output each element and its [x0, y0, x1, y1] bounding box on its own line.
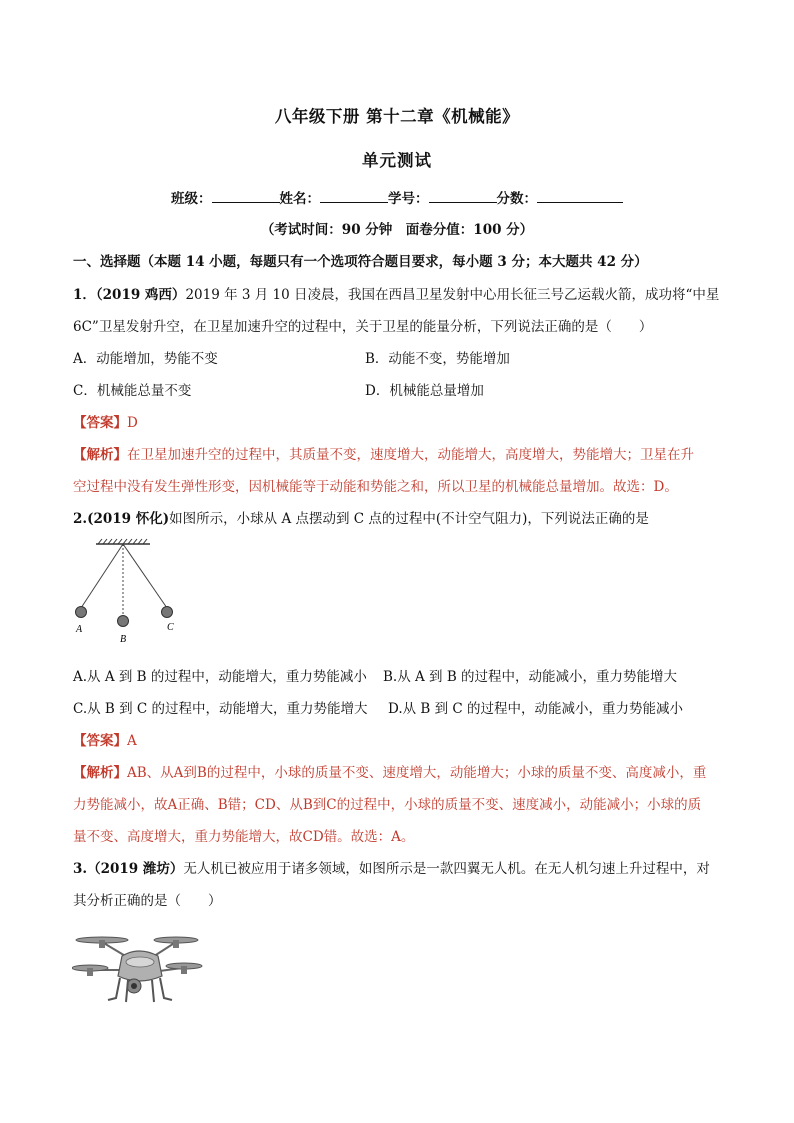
class-label: 班级：	[171, 191, 212, 207]
ball-b	[118, 616, 129, 627]
q2-analysis-label: 【解析】	[73, 765, 127, 781]
q2-analysis-line1	[73, 761, 706, 781]
number-blank[interactable]	[429, 189, 497, 203]
q2-stem: 如图所示，小球从 A 点摆动到 C 点的过程中(不计空气阻力)，下列说法正确的是	[169, 511, 649, 527]
q2-number: 2.	[73, 511, 88, 527]
q1-line1	[73, 283, 719, 303]
number-label: 学号：	[388, 191, 429, 207]
ceiling-hatch	[96, 539, 150, 544]
q1-stem-line2: 6C”卫星发射升空，在卫星加速升空的过程中，关于卫星的能量分析，下列说法正确的是（ ）	[73, 319, 653, 335]
q2-answer-value: A	[127, 733, 137, 749]
student-info-line	[0, 187, 794, 207]
quadcopter-drone-image	[72, 920, 204, 1010]
q1-answer-label: 【答案】	[73, 415, 127, 431]
exam-time-note: （考试时间：90 分钟 面卷分值：100 分）	[260, 222, 534, 238]
q1-answer-value: D	[127, 415, 138, 431]
q1-stem-line1: 2019 年 3 月 10 日凌晨，我国在西昌卫星发射中心用长征三号乙运载火箭，成功将“中星	[185, 287, 720, 303]
q2-source: (2019 怀化)	[87, 511, 170, 527]
class-blank[interactable]	[212, 189, 280, 203]
q2-option-a[interactable]: A.从 A 到 B 的过程中，动能增大，重力势能减小	[73, 669, 367, 685]
score-blank[interactable]	[537, 189, 623, 203]
ball-c	[162, 607, 173, 618]
q2-analysis-line2: 力势能减小，故A正确、B错；CD、从B到C的过程中，小球的质量不变、速度减小，动能减小；小球的质	[73, 797, 702, 813]
label-a: A	[76, 624, 83, 635]
q1-option-c[interactable]: C．机械能总量不变	[73, 383, 192, 399]
pendulum-figure	[66, 536, 186, 648]
q1-analysis-line1	[73, 443, 694, 463]
q2-analysis-text1: AB、从A到B的过程中，小球的质量不变、速度增大，动能增大；小球的质量不变、高度减小，重	[127, 765, 707, 781]
q2-line1	[73, 507, 649, 527]
q1-option-a[interactable]: A．动能增加，势能不变	[73, 351, 218, 367]
label-b: B	[120, 634, 127, 645]
string-c	[123, 544, 167, 608]
q1-option-b[interactable]: B．动能不变，势能增加	[365, 351, 510, 367]
page-subtitle: 单元测试	[362, 151, 432, 170]
q3-number: 3.	[73, 861, 88, 877]
q3-line1	[73, 857, 710, 877]
q1-number: 1．	[73, 287, 96, 303]
q1-analysis-label: 【解析】	[73, 447, 127, 463]
label-c: C	[167, 622, 174, 633]
q1-source: （2019 鸡西）	[95, 287, 186, 303]
name-label: 姓名：	[279, 191, 320, 207]
q2-answer	[73, 729, 137, 749]
section-heading: 一、选择题（本题 14 小题，每题只有一个选项符合题目要求，每小题 3 分；本大题共 42 分）	[73, 254, 648, 270]
q1-analysis-line2: 空过程中没有发生弹性形变，因机械能等于动能和势能之和，所以卫星的机械能总量增加。故选：D。	[73, 479, 678, 495]
name-blank[interactable]	[320, 189, 388, 203]
q2-option-d[interactable]: D.从 B 到 C 的过程中，动能减小，重力势能减小	[388, 701, 684, 717]
q2-answer-label: 【答案】	[73, 733, 127, 749]
q2-analysis-line3: 量不变、高度增大，重力势能增大，故CD错。故选：A。	[73, 829, 415, 845]
score-label: 分数：	[496, 191, 537, 207]
q2-option-c[interactable]: C.从 B 到 C 的过程中，动能增大，重力势能增大	[73, 701, 368, 717]
string-a	[81, 544, 123, 608]
q3-stem-line2: 其分析正确的是（ ）	[73, 893, 222, 909]
q1-analysis-text1: 在卫星加速升空的过程中，其质量不变，速度增大，动能增大，高度增大，势能增大；卫星在升	[127, 447, 694, 463]
q2-option-b[interactable]: B.从 A 到 B 的过程中，动能减小，重力势能增大	[383, 669, 678, 685]
q3-stem-line1: 无人机已被应用于诸多领域，如图所示是一款四翼无人机。在无人机匀速上升过程中，对	[183, 861, 710, 877]
q3-source: （2019 潍坊）	[87, 861, 184, 877]
ball-a	[76, 607, 87, 618]
q1-option-d[interactable]: D．机械能总量增加	[365, 383, 484, 399]
q1-answer	[73, 411, 138, 431]
page-title: 八年级下册 第十二章《机械能》	[274, 107, 520, 126]
